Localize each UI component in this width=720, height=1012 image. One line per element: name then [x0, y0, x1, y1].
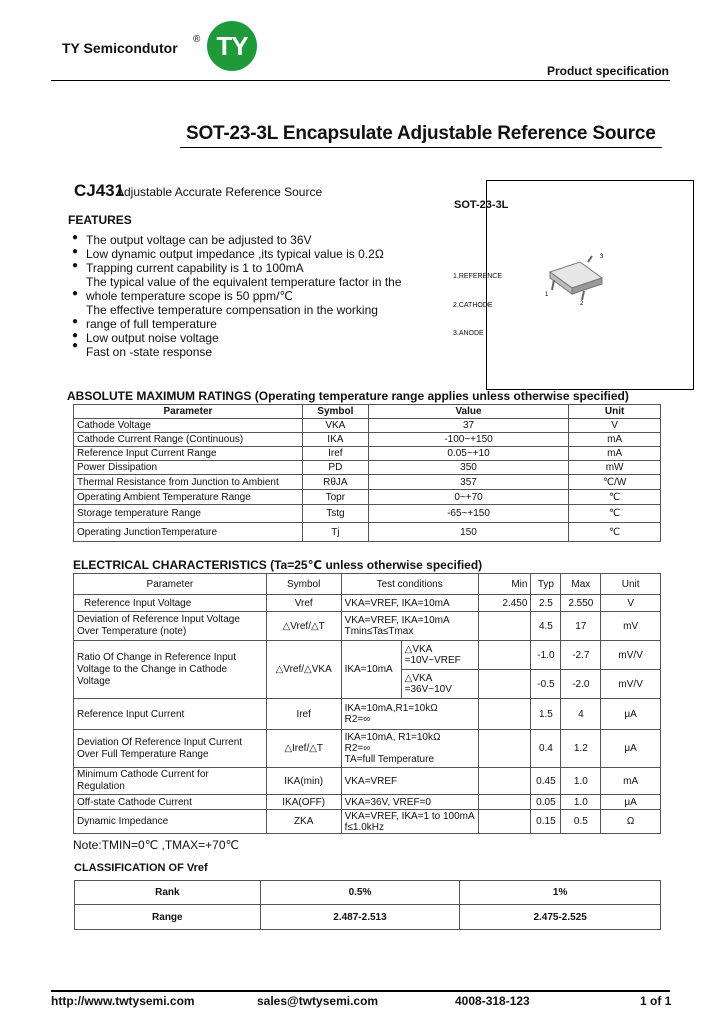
pin-number-3: 3: [600, 254, 604, 260]
elec-char-table: [73, 573, 661, 834]
table-row: Cathode Current Range (Continuous) IKA -100~+150 mA: [74, 433, 661, 447]
features-heading: FEATURES: [68, 213, 132, 227]
temperature-note: Note:TMIN=0℃ ,TMAX=+70℃: [73, 838, 240, 852]
pin-label-anode: 3.ANODE: [453, 330, 484, 337]
elec-char-heading: ELECTRICAL CHARACTERISTICS (Ta=25℃ unless otherwise specified): [73, 558, 483, 572]
table-row: Thermal Resistance from Junction to Ambient RθJA 357 ℃/W: [74, 475, 661, 490]
col-header: Parameter: [74, 405, 303, 419]
title-underline: [180, 147, 662, 148]
pin-number-2: 2: [580, 301, 584, 305]
footer-website-link[interactable]: http://www.twtysemi.com: [51, 994, 195, 1008]
product-specification-label: Product specification: [546, 64, 669, 78]
part-number: CJ431: [74, 181, 125, 200]
bullet-icon: ●: [72, 260, 79, 271]
pin-label-cathode: 2.CATHODE: [453, 302, 493, 309]
features-list: [70, 233, 420, 359]
classification-heading: CLASSIFICATION OF Vref: [74, 862, 208, 874]
table-row: Off-state Cathode Current IKA(OFF) VKA=36V, VREF=0 0.05 1.0 μA: [74, 795, 661, 810]
col-header: Test conditions: [341, 574, 478, 595]
pin-label-reference: 1.REFERENCE: [453, 273, 503, 280]
abs-max-table: [73, 404, 661, 542]
bullet-icon: ●: [72, 246, 79, 257]
table-row: △VKA =36V~10V -0.5 -2.0 mV/V: [74, 670, 661, 699]
table-row: Reference Input Current Range Iref 0.05~+10 mA: [74, 447, 661, 461]
package-title: SOT-23-3L: [454, 199, 509, 211]
bullet-icon: ●: [72, 288, 79, 299]
table-row: Reference Input Current Iref IKA=10mA,R1=10kΩ R2=∞ 1.5 4 μA: [74, 699, 661, 730]
col-header: Unit: [569, 405, 661, 419]
table-row: Deviation of Reference Input Voltage Over Temperature (note) △Vref/△T VKA=VREF, IKA=10mA Tmin≤Ta≤Tmax 4.5 17 mV: [74, 612, 661, 641]
table-row: Dynamic Impedance ZKA VKA=VREF, IKA=1 to 100mA f≤1.0kHz 0.15 0.5 Ω: [74, 810, 661, 834]
col-header: Rank: [75, 881, 261, 905]
table-row: Reference Input Voltage Vref VKA=VREF, IKA=10mA 2.450 2.5 2.550 V: [74, 595, 661, 612]
company-logo: TY: [207, 21, 257, 71]
pin-number-1: 1: [545, 292, 549, 298]
feature-item: ● Low output noise voltage: [72, 330, 219, 345]
registered-mark: ®: [193, 34, 201, 45]
footer-email-link[interactable]: sales@twtysemi.com: [257, 994, 379, 1008]
feature-item: ● Low dynamic output impedance ,its typical value is 0.2Ω: [72, 246, 384, 261]
header-divider: [51, 80, 670, 81]
abs-max-heading: ABSOLUTE MAXIMUM RATINGS (Operating temperature range applies unless otherwise specified): [67, 389, 629, 403]
document-title: SOT-23-3L Encapsulate Adjustable Reference Source: [186, 123, 656, 144]
col-header: Symbol: [302, 405, 368, 419]
table-row: Deviation Of Reference Input Current Over Full Temperature Range △Iref/△T IKA=10mA, R1=10kΩ R2=∞ TA=full Temperature 0.4 1.2 μA: [74, 730, 661, 768]
footer-divider: [51, 990, 670, 992]
feature-item: ● The effective temperature compensation in the working range of full temperature: [72, 303, 378, 331]
table-row: Ratio Of Change in Reference Input Voltage to the Change in Cathode Voltage △Vref/△VKA IKA=10mA △VKA =10V~VREF -1.0 -2.7 mV/V: [74, 641, 661, 670]
col-header: Max: [561, 574, 601, 595]
table-row: Operating JunctionTemperature Tj 150 ℃: [74, 523, 661, 542]
col-header: Symbol: [266, 574, 341, 595]
bullet-icon: ●: [72, 330, 79, 341]
feature-item: ● The output voltage can be adjusted to 36V: [72, 232, 312, 247]
feature-item: ● Trapping current capability is 1 to 100mA: [72, 260, 304, 275]
col-header: Value: [368, 405, 568, 419]
table-row: Range 2.487-2.513 2.475-2.525: [75, 905, 661, 930]
feature-item: ● Fast on -state response: [72, 340, 213, 359]
table-row: Minimum Cathode Current for Regulation IKA(min) VKA=VREF 0.45 1.0 mA: [74, 768, 661, 795]
col-header: Min: [478, 574, 531, 595]
footer-phone: 4008-318-123: [455, 994, 530, 1008]
bullet-icon: ●: [72, 316, 79, 327]
sot23-package-icon: [540, 250, 610, 305]
table-row: Cathode Voltage VKA 37 V: [74, 419, 661, 433]
table-row: Power Dissipation PD 350 mW: [74, 461, 661, 475]
bullet-icon: ●: [72, 232, 79, 243]
col-header: Typ: [531, 574, 561, 595]
classification-table: [74, 880, 661, 930]
col-header: 1%: [460, 881, 661, 905]
part-description: Adjustable Accurate Reference Source: [116, 185, 323, 199]
table-row: Operating Ambient Temperature Range Topr 0~+70 ℃: [74, 490, 661, 505]
col-header: Parameter: [74, 574, 267, 595]
col-header: 0.5%: [260, 881, 460, 905]
col-header: Unit: [601, 574, 661, 595]
page-number: 1 of 1: [640, 994, 672, 1008]
feature-item: ● The typical value of the equivalent temperature factor in the whole temperature scope is 50 ppm/℃: [72, 275, 402, 303]
brand-name: TY Semicondutor: [62, 40, 178, 56]
table-row: Storage temperature Range Tstg -65~+150 ℃: [74, 505, 661, 523]
bullet-icon: ●: [72, 340, 79, 351]
